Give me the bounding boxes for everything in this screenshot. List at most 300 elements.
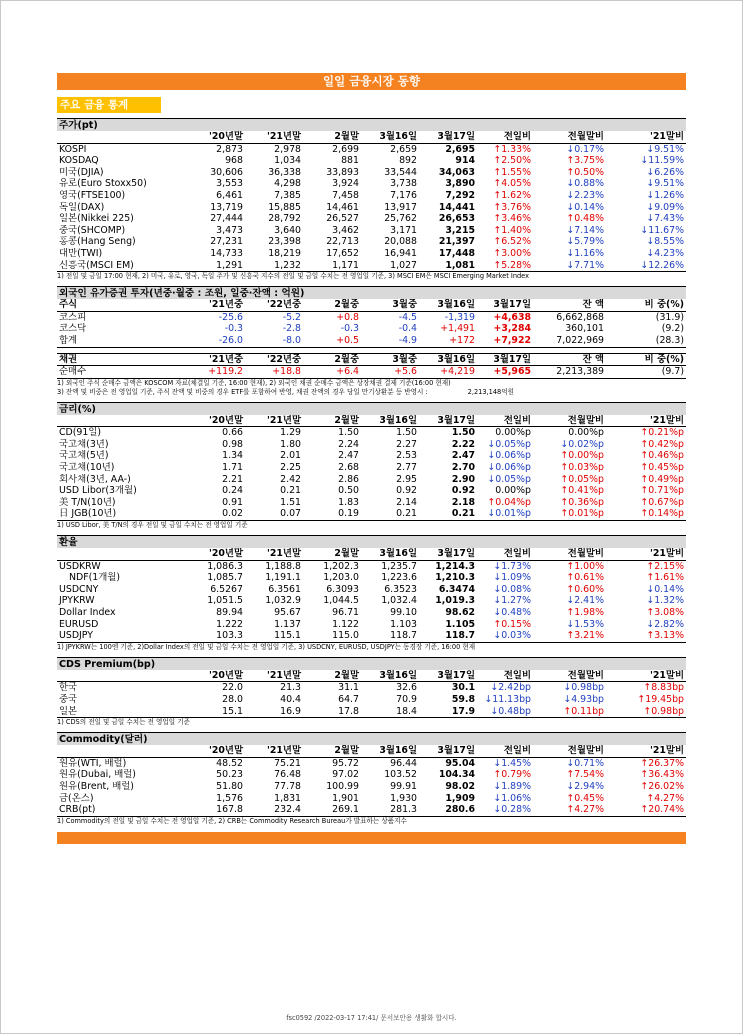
column-header: 전일비: [503, 745, 531, 757]
column-header: '20년말: [208, 745, 243, 757]
table-cell: ↓4.23%: [646, 247, 684, 259]
column-header: 전일비: [503, 548, 531, 560]
table-cell: ↓9.51%: [646, 178, 684, 190]
table-cell: +6.4: [336, 366, 359, 378]
footnote: 1) CDS의 전일 및 금일 수치는 전 영업일 기준: [57, 718, 190, 727]
table-cell: 21.3: [280, 682, 301, 694]
column-header: 2월말: [334, 131, 359, 142]
table-cell: ↑3.75%: [566, 155, 604, 167]
table-cell: ↑0.49%p: [640, 473, 684, 485]
table-cell: 23,398: [268, 236, 301, 248]
column-header: 2월말: [334, 669, 359, 681]
table-cell: 22.0: [222, 682, 243, 694]
table-cell: ↑1.55%: [493, 166, 531, 178]
row-label: 국고채(10년): [59, 462, 115, 474]
table-cell: +0.8: [336, 311, 359, 323]
table-row: [57, 167, 686, 179]
column-header: '21년말: [266, 669, 301, 681]
table-row: [57, 143, 686, 155]
table-cell: 2.77: [396, 462, 417, 474]
table-cell: ↓5.79%: [566, 236, 604, 248]
table-cell: ↑6.52%: [493, 236, 531, 248]
table-cell: ↑1.40%: [493, 224, 531, 236]
table-row: [57, 202, 686, 214]
table-cell: 892: [399, 155, 417, 167]
fx-table: [57, 548, 686, 643]
table-cell: ↓0.02%p: [560, 438, 604, 450]
table-row: [57, 178, 686, 190]
table-cell: +5.6: [394, 366, 417, 378]
table-cell: ↑1.98%: [566, 607, 604, 618]
table-cell: 0.02: [222, 508, 243, 520]
column-header: 전월말비: [567, 131, 604, 142]
column-header: 비 중(%): [644, 353, 684, 365]
footnote: 1) JPYKRW는 100엔 기준, 2)Dollar Index의 전일 및 금일 수치는 전 영업일 기준, 3) USDCNY, EURUSD, USDJPY는 동경장 기준, 16:00 현재: [57, 642, 476, 651]
rates-table: [57, 415, 686, 521]
table-cell: 2.47: [338, 450, 359, 462]
table-cell: +0.5: [336, 334, 359, 346]
table-cell: 0.00%p: [495, 427, 531, 439]
report-subtitle: 주요 금융 통계: [57, 97, 161, 113]
column-header: 3월17일: [437, 745, 475, 757]
table-cell: 0.19: [338, 508, 359, 520]
table-cell: 96.44: [390, 757, 417, 769]
table-cell: ↑4.27%: [566, 804, 604, 816]
table-cell: 3,462: [332, 224, 359, 236]
section-header: Commodity(달러): [57, 732, 686, 745]
table-cell: 2,659: [390, 143, 417, 155]
table-row: [57, 311, 686, 323]
column-header: '21년중: [208, 299, 243, 311]
column-header: 2월중: [334, 353, 359, 365]
row-label: 미국(DJIA): [59, 166, 104, 178]
table-cell: ↑0.41%p: [560, 485, 604, 497]
row-label: 국고채(3년): [59, 438, 109, 450]
foreign-section: [57, 286, 686, 347]
table-cell: ↓0.08%: [493, 583, 531, 595]
table-cell: 115.1: [274, 630, 301, 642]
table-cell: ↑0.45%p: [640, 462, 684, 474]
table-cell: ↑0.71%p: [640, 485, 684, 497]
table-cell: 14,441: [438, 201, 475, 213]
rates-section: [57, 402, 686, 530]
table-cell: 28,792: [268, 213, 301, 225]
table-cell: (31.9): [655, 311, 684, 323]
table-cell: 0.21: [280, 485, 301, 497]
table-cell: ↑0.45%: [566, 792, 604, 804]
table-cell: 1.34: [222, 450, 243, 462]
column-header: 2월중: [334, 299, 359, 311]
row-label: 순매수: [59, 366, 87, 378]
table-row: [57, 619, 686, 631]
column-header: '21말비: [649, 745, 684, 757]
column-header: 채권: [59, 353, 78, 365]
table-row: [57, 595, 686, 607]
table-cell: +18.8: [272, 366, 301, 378]
table-cell: 2,213,389: [556, 366, 604, 378]
column-header: '21말비: [649, 414, 684, 426]
table-cell: 1,191.1: [265, 572, 301, 584]
table-cell: 2.53: [396, 450, 417, 462]
table-cell: 2.24: [338, 438, 359, 450]
table-cell: ↓1.09%: [493, 572, 531, 584]
table-cell: ↑2.50%: [493, 155, 531, 167]
table-row: [57, 260, 686, 272]
section-header: 외국인 유가증권 투자(년중·월중 : 조원, 일중·잔액 : 억원): [57, 286, 686, 299]
table-cell: ↓0.71%: [566, 757, 604, 769]
table-cell: 269.1: [332, 804, 359, 816]
table-cell: 76.48: [274, 769, 301, 781]
table-cell: 50.23: [216, 769, 243, 781]
row-label: 일본(Nikkei 225): [59, 213, 134, 225]
table-cell: ↓0.28%: [493, 804, 531, 816]
footnote: 3) 잔액 및 비중은 전 영업일 기준, 주식 잔액 및 비중의 경우 ETF를 포함하여 반영, 채권 잔액의 경우 당일 만기상환분 등 반영시 : 2,213,148억원: [57, 387, 514, 396]
table-cell: 1,051.5: [207, 595, 243, 607]
column-header: 3월16일: [437, 299, 475, 311]
column-header: '21말비: [649, 548, 684, 560]
row-label: 중국(SHCOMP): [59, 224, 126, 236]
table-cell: 0.92: [451, 485, 475, 497]
table-cell: ↓0.17%: [566, 143, 604, 155]
table-cell: -4.5: [398, 311, 417, 323]
table-cell: ↑3.08%: [646, 607, 684, 618]
column-header: 3월17일: [437, 414, 475, 426]
table-cell: 1,081: [445, 259, 475, 271]
table-cell: 0.24: [222, 485, 243, 497]
table-row: [57, 190, 686, 202]
table-cell: 15.1: [222, 705, 243, 717]
table-cell: (28.3): [655, 334, 684, 346]
table-cell: 17.9: [451, 705, 475, 717]
table-row: [57, 450, 686, 462]
table-cell: 1,188.8: [265, 560, 301, 572]
column-header: 전월말비: [567, 745, 604, 757]
section-header: CDS Premium(bp): [57, 657, 686, 670]
table-cell: 0.66: [222, 427, 243, 439]
table-cell: +1,491: [440, 323, 475, 335]
table-cell: ↓12.26%: [640, 259, 684, 271]
column-header: '21년말: [266, 414, 301, 426]
table-cell: 1.29: [280, 427, 301, 439]
table-cell: -0.4: [398, 323, 417, 335]
table-cell: 360,101: [565, 323, 604, 335]
row-label: 코스닥: [59, 323, 87, 335]
table-cell: ↑0.11bp: [563, 705, 604, 717]
table-cell: ↓7.14%: [566, 224, 604, 236]
table-cell: 6,461: [216, 189, 243, 201]
section-header: 주가(pt): [57, 118, 686, 131]
row-label: NDF(1개월): [69, 572, 121, 584]
table-cell: ↑0.98bp: [643, 705, 684, 717]
table-row: [57, 757, 686, 769]
table-cell: 33,544: [384, 166, 417, 178]
column-header: '20년말: [208, 548, 243, 560]
column-header: 3월16일: [379, 414, 417, 426]
column-header: 전월말비: [567, 414, 604, 426]
column-header: 3월17일: [493, 299, 531, 311]
table-cell: ↓1.89%: [493, 780, 531, 792]
column-header: 잔 액: [582, 353, 604, 365]
table-cell: 6.3093: [326, 583, 359, 595]
footnote: 1) 전일 및 금일 17:00 현재, 2) 미국, 유로, 영국, 독일 주가 및 신흥국 지수의 전일 및 금일 수치는 전 영업일 기준, 3) MSCI EM은 MSCI Emerging Market Index: [57, 272, 530, 281]
table-cell: 1,203.0: [323, 572, 359, 584]
column-header: '21년말: [266, 131, 301, 142]
table-cell: 13,719: [210, 201, 243, 213]
table-row: [57, 706, 686, 718]
row-label: Dollar Index: [59, 607, 116, 618]
row-label: 국고채(5년): [59, 450, 109, 462]
table-row: [57, 225, 686, 237]
footnote: 1) USD Libor, 美 T/N의 경우 전일 및 금일 수치는 전 영업일 기준: [57, 521, 248, 530]
table-cell: ↑0.04%p: [487, 496, 531, 508]
table-cell: 95.67: [274, 607, 301, 618]
table-cell: ↓2.23%: [566, 189, 604, 201]
table-header-row: [57, 299, 686, 311]
table-cell: ↓11.67%: [640, 224, 684, 236]
column-header: 3월17일: [437, 669, 475, 681]
table-cell: 6,662,868: [556, 311, 604, 323]
table-cell: 3,553: [216, 178, 243, 190]
table-cell: ↑4.27%: [646, 792, 684, 804]
table-row: [57, 323, 686, 335]
table-cell: 4,298: [274, 178, 301, 190]
table-cell: 1,909: [445, 792, 475, 804]
table-cell: 6.5267: [210, 583, 243, 595]
table-cell: 1.80: [280, 438, 301, 450]
table-cell: ↑0.46%p: [640, 450, 684, 462]
row-label: EURUSD: [59, 618, 99, 630]
table-cell: 16,941: [384, 247, 417, 259]
table-cell: 26,653: [438, 213, 475, 225]
table-cell: 16.9: [280, 705, 301, 717]
table-cell: 14,733: [210, 247, 243, 259]
table-cell: 1,210.3: [435, 572, 475, 584]
table-cell: ↓0.05%p: [487, 438, 531, 450]
table-cell: 3,890: [445, 178, 475, 190]
table-cell: ↓1.06%: [493, 792, 531, 804]
table-cell: ↓11.13bp: [484, 693, 531, 705]
table-cell: 7,176: [390, 189, 417, 201]
table-cell: ↑0.67%p: [640, 496, 684, 508]
column-header: 전일비: [503, 669, 531, 681]
table-cell: 96.71: [332, 607, 359, 618]
table-cell: -0.3: [340, 323, 359, 335]
table-cell: 48.52: [216, 757, 243, 769]
table-cell: ↓7.71%: [566, 259, 604, 271]
table-cell: 881: [341, 155, 359, 167]
table-cell: 2.22: [451, 438, 475, 450]
table-cell: 0.07: [280, 508, 301, 520]
table-cell: 21,397: [438, 236, 475, 248]
table-cell: 3,640: [274, 224, 301, 236]
table-cell: +5,965: [493, 366, 531, 378]
table-cell: 1,576: [216, 792, 243, 804]
table-cell: 26,527: [326, 213, 359, 225]
table-cell: ↑3.00%: [493, 247, 531, 259]
table-cell: ↓1.53%: [566, 618, 604, 630]
cds-table: [57, 670, 686, 718]
column-header: 2월말: [334, 548, 359, 560]
table-cell: ↓1.45%: [493, 757, 531, 769]
column-header: 3월17일: [437, 548, 475, 560]
row-label: USDKRW: [59, 560, 101, 572]
table-cell: ↑0.36%p: [560, 496, 604, 508]
table-cell: -8.0: [282, 334, 301, 346]
section-header: 환율: [57, 535, 686, 548]
table-cell: ↓1.73%: [493, 560, 531, 572]
report-title: 일일 금융시장 동향: [57, 73, 686, 90]
table-cell: ↓0.05%p: [487, 473, 531, 485]
row-label: KOSDAQ: [59, 155, 99, 167]
table-cell: ↑0.50%: [566, 166, 604, 178]
table-cell: 89.94: [216, 607, 243, 618]
table-cell: ↑26.02%: [640, 780, 684, 792]
table-cell: 20,088: [384, 236, 417, 248]
table-cell: 13,917: [384, 201, 417, 213]
table-cell: +3,284: [493, 323, 531, 335]
table-cell: 27,231: [210, 236, 243, 248]
table-cell: 17,652: [326, 247, 359, 259]
table-cell: 1,032.9: [265, 595, 301, 607]
table-cell: 104.34: [438, 769, 475, 781]
table-row: [57, 474, 686, 486]
table-cell: ↓8.55%: [646, 236, 684, 248]
table-cell: 0.91: [222, 496, 243, 508]
table-cell: 40.4: [280, 693, 301, 705]
table-cell: +7,922: [493, 334, 531, 346]
table-cell: 2.25: [280, 462, 301, 474]
column-header: '21말비: [649, 669, 684, 681]
table-cell: +4,638: [493, 311, 531, 323]
row-label: 원유(Brent, 배럴): [59, 780, 134, 792]
table-cell: 1.50: [338, 427, 359, 439]
table-cell: ↓1.26%: [646, 189, 684, 201]
row-label: 회사채(3년, AA-): [59, 473, 131, 485]
table-cell: 14,461: [326, 201, 359, 213]
table-cell: ↓0.14%: [646, 583, 684, 595]
row-label: USDCNY: [59, 583, 99, 595]
table-cell: ↓0.98bp: [563, 682, 604, 694]
table-cell: ↑0.42%p: [640, 438, 684, 450]
table-cell: ↓0.88%: [566, 178, 604, 190]
table-cell: 0.00%p: [495, 485, 531, 497]
table-cell: 1,034: [274, 155, 301, 167]
table-cell: 1.51: [280, 496, 301, 508]
column-header: 3월중: [392, 353, 417, 365]
column-header: 3월16일: [379, 131, 417, 142]
table-cell: 2.01: [280, 450, 301, 462]
table-cell: 28.0: [222, 693, 243, 705]
row-label: 일본: [59, 705, 78, 717]
table-cell: 1,901: [332, 792, 359, 804]
table-cell: 1,086.3: [207, 560, 243, 572]
table-cell: ↓4.93bp: [563, 693, 604, 705]
table-cell: 1,930: [390, 792, 417, 804]
table-cell: ↑0.15%: [493, 618, 531, 630]
table-cell: 7,458: [332, 189, 359, 201]
table-cell: 7,385: [274, 189, 301, 201]
table-cell: 99.91: [390, 780, 417, 792]
table-cell: ↓1.27%: [493, 595, 531, 607]
table-cell: ↑3.13%: [646, 630, 684, 642]
table-cell: 1.103: [390, 618, 417, 630]
table-cell: 2.70: [451, 462, 475, 474]
table-header-row: [57, 415, 686, 427]
table-row: [57, 462, 686, 474]
row-label: 원유(WTI, 배럴): [59, 757, 127, 769]
column-header: 2월말: [334, 745, 359, 757]
foreign-bond-section: [57, 353, 686, 397]
stocks-section: [57, 118, 686, 281]
table-cell: 31.1: [338, 682, 359, 694]
table-cell: (9.2): [661, 323, 684, 335]
row-label: 합계: [59, 334, 78, 346]
table-cell: ↓0.14%: [566, 201, 604, 213]
table-row: [57, 572, 686, 584]
table-cell: ↓9.51%: [646, 143, 684, 155]
column-header: 전일비: [503, 131, 531, 142]
table-header-row: [57, 670, 686, 682]
bottom-bar: [57, 832, 686, 844]
table-cell: -0.3: [224, 323, 243, 335]
table-cell: 914: [455, 155, 475, 167]
table-cell: 0.98: [222, 438, 243, 450]
table-cell: 2,873: [216, 143, 243, 155]
foreign-stock-table: [57, 299, 686, 347]
column-header: 잔 액: [582, 299, 604, 311]
stocks-table: [57, 131, 686, 272]
table-cell: ↓2.82%: [646, 618, 684, 630]
table-cell: 99.10: [390, 607, 417, 618]
table-row: [57, 781, 686, 793]
table-cell: ↓0.48bp: [490, 705, 531, 717]
row-label: 코스피: [59, 311, 87, 323]
table-cell: -25.6: [218, 311, 243, 323]
table-cell: ↓0.03%: [493, 630, 531, 642]
table-cell: 51.80: [216, 780, 243, 792]
table-cell: ↑4.05%: [493, 178, 531, 190]
table-cell: ↑3.76%: [493, 201, 531, 213]
table-cell: ↑19.45bp: [637, 693, 684, 705]
table-cell: ↑0.14%p: [640, 508, 684, 520]
table-cell: 6.3474: [438, 583, 475, 595]
table-cell: 3,473: [216, 224, 243, 236]
page-footer: fsc0592 /2022-03-17 17:41/ 문서보안용 생활화 합시다.: [286, 1014, 457, 1022]
table-cell: 25,762: [384, 213, 417, 225]
table-cell: 33,893: [326, 166, 359, 178]
column-header: '20년말: [208, 669, 243, 681]
table-cell: -2.8: [282, 323, 301, 335]
table-row: [57, 213, 686, 225]
column-header: 3월16일: [379, 745, 417, 757]
table-cell: 75.21: [274, 757, 301, 769]
table-cell: ↑7.54%: [566, 769, 604, 781]
row-label: 중국: [59, 693, 78, 705]
row-label: CD(91일): [59, 427, 102, 439]
table-row: [57, 485, 686, 497]
table-cell: ↓1.16%: [566, 247, 604, 259]
row-label: 유로(Euro Stoxx50): [59, 178, 147, 190]
table-cell: 2,695: [445, 143, 475, 155]
column-header: '21년말: [266, 548, 301, 560]
table-cell: 2.47: [451, 450, 475, 462]
table-cell: ↑8.83bp: [643, 682, 684, 694]
column-header: 3월16일: [379, 548, 417, 560]
table-cell: ↓9.09%: [646, 201, 684, 213]
table-cell: 1.222: [216, 618, 243, 630]
table-cell: 2.14: [396, 496, 417, 508]
table-cell: 7,022,969: [556, 334, 604, 346]
